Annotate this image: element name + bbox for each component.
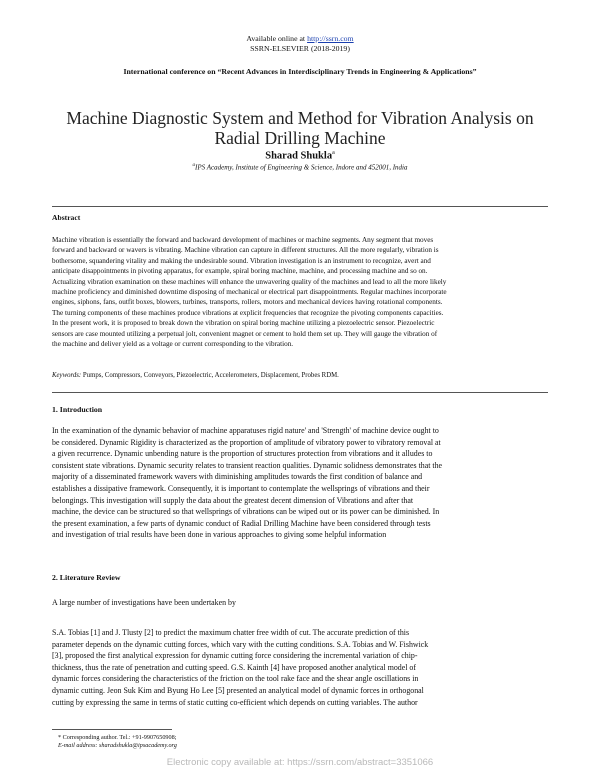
abstract-line: anticipate disappointments in pivoting apparatus, for example, spiral boring machine, machine, and processing machine and so on. xyxy=(52,267,428,276)
introduction-line: establishes a dissipative framework. Consequently, it is important to contemplate the wellsprings of vibrations and their xyxy=(52,483,430,493)
abstract-line: In the present work, it is proposed to break down the vibration on spiral boring machine utilizing a piezoelectric sensor. Piezoelectric xyxy=(52,319,435,328)
abstract-line: forward and backward or wavers is vibrating. Machine vibration can capture in different structures. All the more regularly, vibration is xyxy=(52,246,439,255)
publisher-line: SSRN-ELSEVIER (2018-2019) xyxy=(250,44,350,53)
literature-line: dynamic forces considering the characteristics of the friction on the tool rake face and the shear angle oscillations in xyxy=(52,674,419,684)
abstract-line: bothersome, squandering vitality and making the undesirable sound. Vibration investigation is an instrument to recognize, avert and xyxy=(52,256,431,265)
abstract-heading: Abstract xyxy=(52,213,81,222)
author-name-text: Sharad Shukla xyxy=(265,150,333,162)
literature-line: thickness, thus the rate of penetration and cutting speed. G.S. Kainth [4] have proposed another analytical model of xyxy=(52,662,416,672)
introduction-line: belongings. This investigation will supply the data about the greatest decent dimension of Vibrations and after that xyxy=(52,495,414,505)
footnote-line-1: * Corresponding author. Tel.: +91-9907650908; xyxy=(58,734,177,741)
footnote-line-2: E-mail address: sharadshukla@ipsacademy.org xyxy=(58,742,177,749)
conference-name: International conference on “Recent Advances in Interdisciplinary Trends in Engineering & Applications” xyxy=(123,67,477,76)
keywords-label: Keywords: xyxy=(52,372,82,379)
available-prefix: Available online at xyxy=(246,34,308,43)
affiliation-text: IPS Academy, Institute of Engineering & Science, Indore and 452001, India xyxy=(195,163,408,172)
abstract-bottom-rule xyxy=(52,392,548,393)
ssrn-link[interactable]: http://ssrn.com xyxy=(307,34,354,43)
introduction-line: majority of a disseminated framework wavers with diminishing amplitudes towards the first condition of balance and xyxy=(52,472,423,482)
introduction-line: and investigation of trial results have been done in various approaches to giving some helpful information xyxy=(52,530,387,540)
introduction-line: In the examination of the dynamic behavior of machine apparatuses rigid nature' and 'Strength' of machine device ought to xyxy=(52,426,439,435)
introduction-line: the present examination, a few parts of dynamic conduct of Radial Drilling Machine have been considered through tests xyxy=(52,518,431,528)
abstract-line: machine proficiency and diminished downtime disposing of mechanical or electrical part disappointments. Regular machines incorporate xyxy=(52,288,447,297)
abstract-line: sensors are case mounted utilizing a perpetual jolt, convenient magnet or cement to hold them set up. They will gauge the vibration of xyxy=(52,329,438,338)
abstract-line: Machine vibration is essentially the forward and backward development of machines or machine segments. Any segment that moves xyxy=(52,236,434,244)
literature-body xyxy=(52,627,548,708)
introduction-heading: 1. Introduction xyxy=(52,405,103,414)
literature-line: parameter depends on the dynamic cutting forces, which vary with the cutting conditions. S.A. Tobias and W. Fishwick xyxy=(52,639,429,649)
affiliation-superscript: a xyxy=(192,163,195,168)
introduction-line: a given recurrence. Dynamic unbending nature is the proportion of structures protection from vibrations and it alludes to xyxy=(52,449,433,459)
abstract-line: engines, siphons, fans, outfit boxes, blowers, turbines, transports, rollers, motors and mechanical devices having rotational components. xyxy=(52,298,443,307)
literature-line: cutting by expressing the same in terms of static cutting co-efficient which depends on cutting variables. The author xyxy=(52,697,418,707)
title-line-2: Radial Drilling Machine xyxy=(214,128,386,148)
title-line-1: Machine Diagnostic System and Method for Vibration Analysis on xyxy=(66,108,534,128)
literature-line: [3], proposed the first analytical expression for dynamic cutting force considering the incremental variation of chip- xyxy=(52,651,418,661)
author-superscript: a xyxy=(332,150,335,156)
abstract-line: Actualizing vibration examination on these machines will enhance the unwavering quality of the machines and lead to all the more likely xyxy=(52,277,447,286)
literature-review-heading: 2. Literature Review xyxy=(52,573,121,582)
footnote xyxy=(58,734,177,750)
paper-title xyxy=(0,108,600,148)
author-name xyxy=(0,150,600,162)
abstract-body xyxy=(52,235,548,349)
footnote-rule xyxy=(52,729,172,730)
introduction-line: be considered. Dynamic Rigidity is characterized as the proportion of amplitude of vibratory power to vibratory removal at xyxy=(52,437,441,447)
availability-line xyxy=(0,34,600,43)
abstract-top-rule xyxy=(52,206,548,207)
abstract-line: the machine and deliver yield as a voltage or current corresponding to the vibration. xyxy=(52,340,294,349)
keywords-line xyxy=(52,372,339,379)
keywords-text: Pumps, Compressors, Conveyors, Piezoelectric, Accelerometers, Displacement, Probes RDM. xyxy=(82,372,339,379)
literature-line: S.A. Tobias [1] and J. Tlusty [2] to predict the maximum chatter free width of cut. The accurate prediction of this xyxy=(52,628,410,637)
affiliation xyxy=(0,163,600,171)
introduction-line: consistent state vibrations. Dynamic security relates to transient reaction qualities. Dynamic solidness demonstrates that the xyxy=(52,460,443,470)
abstract-line: The turning components of these machines produce vibrations at explicit frequencies that recognize the pivoting components capacities. xyxy=(52,308,444,317)
literature-intro: A large number of investigations have been undertaken by xyxy=(52,598,236,607)
introduction-line: machine, the device can be structured so that wellsprings of vibrations can be wiped out or its power can be diminished. In xyxy=(52,507,440,517)
ssrn-watermark: Electronic copy available at: https://ssrn.com/abstract=3351066 xyxy=(166,757,434,768)
introduction-body xyxy=(52,425,548,541)
literature-line: dynamic cutting. Jeon Suk Kim and Byung Ho Lee [5] presented an analytical model of dynamic forces in orthogonal xyxy=(52,685,424,695)
